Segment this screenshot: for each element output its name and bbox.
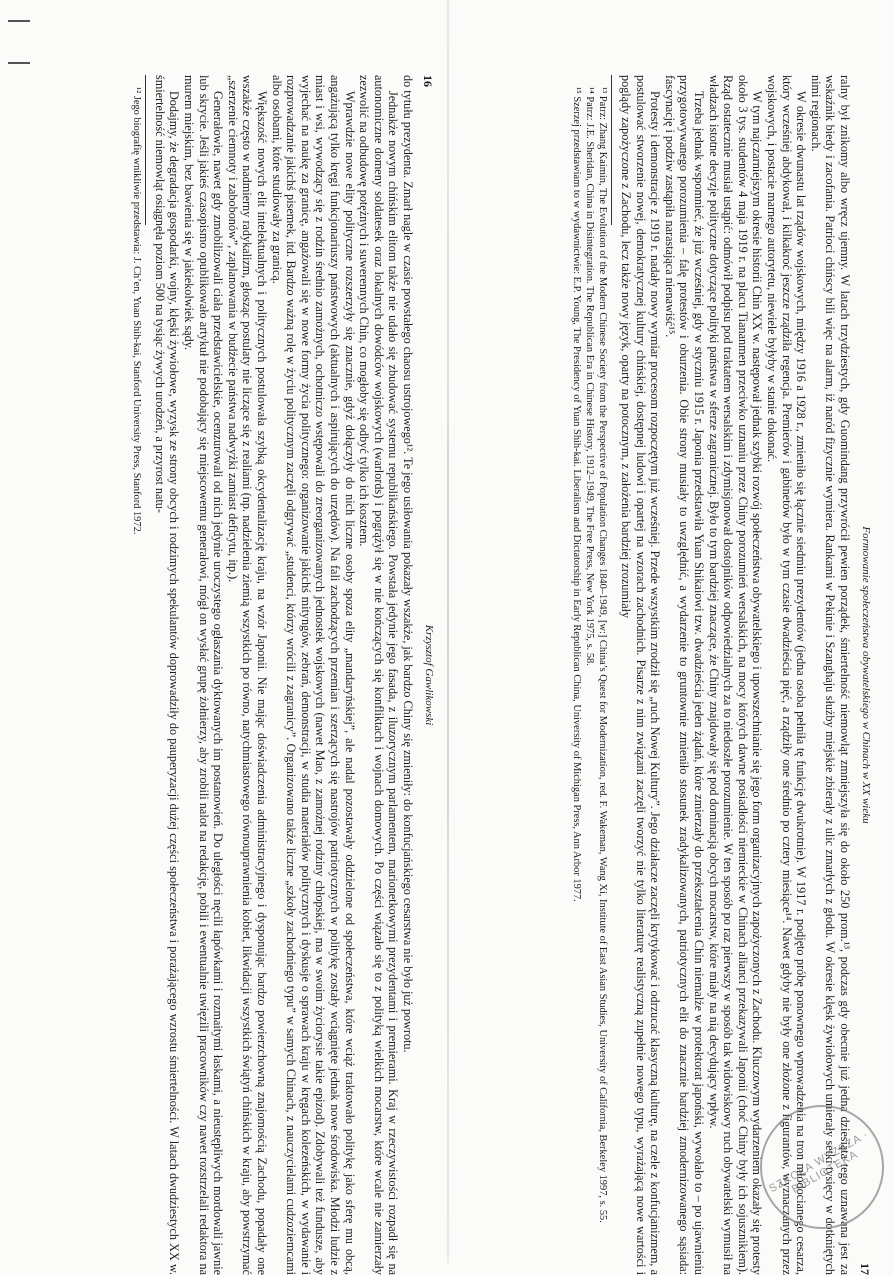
footnote: ¹² Jego biografię wnikliwie przedstawia: J. Ch’en, Yuan Shih-kai, Stanford University Press, Stanford 1972. [131,87,143,535]
paragraph: ralny był znikomy albo wręcz ujemny. W latach trzydziestych, gdy Guomindang przywrócił pewien porządek, śmiertelność niemowląt zmniejszyła się do około 250 prom.¹³, podczas gdy obecnie już jedna dziesiąta tego uznawana jest za wskaźnik biedy i zacofania. Patrioci chińscy bili więc na alarm, iż naród fizycznie wymiera. Rankami w Pekinie i Szanghaju służby miejskie zbierały z ulic zmarłych z głodu. W okresie klęsk żywiołowych umierały setki tysięcy w dotkniętych nimi regionach. [808,75,852,1275]
paragraph: Protesty i demonstracje z 1919 r. nadały nowy wymiar procesom rozpoczętym już wcześniej. Przede wszystkim zrodził się „ruch Nowej Kultury”. Jego działacze zaczęli krytykować i odrzucać klasyczną kulturę, na czele z konfucjanizmem, a postulować stworzenie nowej, demokratycznej kultury chińskiej, dostępnej ludowi i opartej na wzorach zachodnich. Pisarze z nim związani zaczęli tworzyć nie tylko literaturę realistyczną zupełnie nowego typu, wyrażającą nowe wartości i poglądy zapożyczone z Zachodu, lecz także nowy język, oparty na potocznym, z założenia bardziej zrozumiały [619,75,663,1275]
footnote: ¹⁴ Patrz: J.E. Sheridan, China in Disintegration. The Republican Era in Chinese History, 1912–1949, The Free Press, New York 1975, s. 58. [584,87,596,666]
right-page [452,75,872,1275]
left-footnotes [130,75,142,1275]
footnote-rule [612,75,613,225]
paragraph: do tytułu prezydenta. Zmarł nagle w czasie powstałego chaosu ustrojowego¹². Te jego usiłowania pokazały wszakże, jak bardzo Chiny się zmieniły: do konfucjańskiego cesarstwa nie było już powrotu. [401,75,415,1053]
book-binding-gutter [447,0,449,1263]
right-page-number: 17 [858,1263,872,1275]
stamp-text: SZKOŁA WYŻSZA · BIBLIOTEKA [767,1128,871,1196]
paragraph: Jednakże nowym chińskim elitom także nie udało się zbudować systemu republikańskiego. Powstała jedynie jego fasada, z iluzorycznym parlamentem, marionetkowymi prezydentami i premierami. Kraj w rzeczywistości rozpadł się na autonomiczne domeny soldatesek oraz lokalnych dowódców wojskowych (warlords) i pogrążył się w nie kończących się konfliktach i wojnach domowych. Po części wiązało się to z polityką wielkich mocarstw, które wcale nie zamierzały zezwolić na odbudowę potężnych i suwerennych Chin, co mogłoby się odbyć tylko ich kosztem. [357,75,401,1275]
paragraph: Dodajmy, że degradacja gospodarki, wojny, klęski żywiołowe, wyzysk ze strony obcych i rodzimych spekulantów doprowadziły do pauperyzacji dużej części społeczeństwa i porażającego wzrostu śmiertelności. W latach dwudziestych XX w. śmiertelność niemowląt osiągnęła poziom 500 na tysiąc żywych urodzeń, a przyrost natu- [152,75,182,1275]
left-running-title: Krzysztof Gawlikowski [423,624,435,726]
paragraph: Trzeba jednak wspomnieć, że już wcześniej, gdy w styczniu 1915 r. Japonia przedstawiła Yuan Shikaiowi tzw. dwadzieścia jeden żądań, które zmierzały do przekształcenia Chin niemalże w protektorat japoński, wywołało to – po ujawnieniu przygotowywanego porozumienia – falę protestów i oburzenia. Obie strony musiały to uwzględnić, a wydarzenie to gruntownie zmieniło stosunek zradykalizowanych, patriotycznych elit do znacznie bardziej zmodernizowanego sąsiada: fascynację i podziw zastąpiła narastająca nienawiść¹⁵. [662,75,707,1275]
right-running-title: Formowanie społeczeństwa obywatelskiego w Chinach w XX wieku [860,526,872,824]
footnote: ¹⁵ Szerzej przedstawiam to w wydawnictwie: E.P. Young, The Presidency of Yuan Shih-kai. Liberalism and Dictatorship in Early Republican China, University of Michigan Press, Ann Arbor 1977. [570,87,582,902]
paragraph: W tym najczarniejszym okresie historii Chin XX w. następował jednak szybki rozwój społeczeństwa obywatelskiego i upowszechnianie się jego form organizacyjnych zapożyczonych z Zachodu. Kluczowym wydarzeniem okazały się protesty około 3 tys. studentów 4 maja 1919 r. na placu Tiananmen przeciwko uznaniu przez Chiny porozumień wersalskich, na mocy których dawne posiadłości niemieckie w Chinach alianci przekazywali Japonii (choć Chiny były ich sojusznikiem). Rząd ostatecznie musiał ustąpić: odmówił podpisu pod traktatem wersalskim i zdymisjonował dostojników odpowiedzialnych za to niedoszłe porozumienie. W ten sposób po raz pierwszy w sposób tak widowiskowy ruch obywatelski wymusił na władzach istotne decyzje polityczne dotyczące polityki państwa w sferze zagranicznej. Było to tym bardziej znaczące, że Chiny znajdowały się pod dominacją obcych mocarstw, które miały na nią decydujący wpływ. [706,75,765,1275]
paragraph: Większość nowych elit intelektualnych i politycznych postulowała szybką okcydentalizację kraju, na wzór Japonii. Nie mając doświadczenia administracyjnego i dysponując bardzo powierzchowną znajomością Zachodu, popadały one wszakże często w nadmierny radykalizm, głosząc postulaty nie liczące się z realiami (np. nadzielenia ziemią wszystkich po równo, natychmiastowego równouprawnienia kobiet, likwidacji wszystkich świątyń chińskich w kraju, aby powstrzymać „szerzenie ciemnoty i zabobonów”, zaplanowania w budżecie państwa nadwyżki zamiast deficytu, itp.). [225,75,270,1275]
paragraph: Generałowie, nawet gdy zmobilizowali ciała przedstawicielskie, ocenzurowali od nich jedynie uroczystego ogłaszania dyktowanych im postanowień. Do uległości nęcili łapówkami i rozmaitymi łaskami, a nieustępliwych mordowali jawnie lub skrycie. Jeśli jakieś czasopismo opublikowało artykuł nie podobający się miejscowemu generałowi, mógł on wysłać grupę żołnierzy, aby zrobili nalot na redakcję, pobili i ewentualnie uwięzili pracowników czy nawet rozstrzelali redaktora na murem miejskim, bez bawienia się w jakiekolwiek sądy. [182,75,226,1275]
footnote: ¹³ Patrz: Zhang Kaimin, The Evolution of the Modern Chinese Society from the Perspective of Population Changes 1840–1949, [w:] China’s Quest for Modernization, red. F. Wakeman, Wang Xi, Institute of East Asian Studies, University of California, Berkeley 1997, s. 55. [597,87,609,1223]
paragraph: W okresie dwunastu lat rządów wojskowych, między 1916 a 1928 r., zmieniło się łącznie siedmiu prezydentów (jedna osoba pełniła tę funkcję dwukrotnie). W 1917 r. podjęto próbę ponownego wprowadzenia na tron młodocianego cesarza, który wcześniej abdykował, i kilkakroć jeszcze rządziła regencja. Premierów i gabinetów było w tym czasie dwadzieścia pięć, a rządziły one średnio po cztery miesiące¹⁴. Nawet gdyby nie były one złożone z figurantów, wyznaczanych przez wojskowych, i postacie marnego autorytetu, niewiele byłyby w stanie dokonać. [765,75,809,1275]
left-body-text [152,75,415,1275]
left-running-head [415,75,435,1275]
paragraph: Wprawdzie nowe elity polityczne rozszerzyły się znacznie, gdyż dołączyły do nich liczne osoby spoza elity „mandaryńskiej”, ale nadal pozostawały oddzielone od społeczeństwa, które wciąż traktowało politykę jako sferę mu obcą, angażującą tylko kręgi funkcjonariuszy państwowych (aktualnych i aspirujących do urzędów). Na fali zachodzących przemian i szerzących się nastrojów patriotycznych w politykę zostały wciągnięte jednak nowe środowiska. Młodzi ludzie z miast i wsi, wywodzący się z rodzin średnio zamożnych, ochotniczo wstępowali do zreorganizowanych jednostek wojskowych (nawet Mao, z zamożnej rodziny chłopskiej, ma w swoim życiorysie takie epizod). Zdobywali też fundusze, aby wyjechać na naukę za granicę, angażowali się w nowe formy życia politycznego: organizowanie jakichś mityngów, zebrań, demonstracji, w studia materiałów politycznych i dyskusje o sprawach kraju w kręgach kolezeńskich, w wydawanie i rozprowadzanie jakichś pisemek, itd. Bardzo ważną rolę w życiu politycznym zaczęli odgrywać „studenci, którzy wrócili z zagranicy”. Organizowano także liczne „szkoły zachodniego typu” w samych Chinach, z nauczycielami cudzoziemcami albo osobami, które studiowały za granicą. [269,75,357,1275]
right-footnotes [569,75,608,1275]
right-running-head [852,75,872,1275]
footnote-rule [145,75,146,225]
left-page [15,75,435,1275]
right-body-text [619,75,853,1275]
left-page-number: 16 [421,75,435,87]
scan-edge-mark [8,20,30,64]
